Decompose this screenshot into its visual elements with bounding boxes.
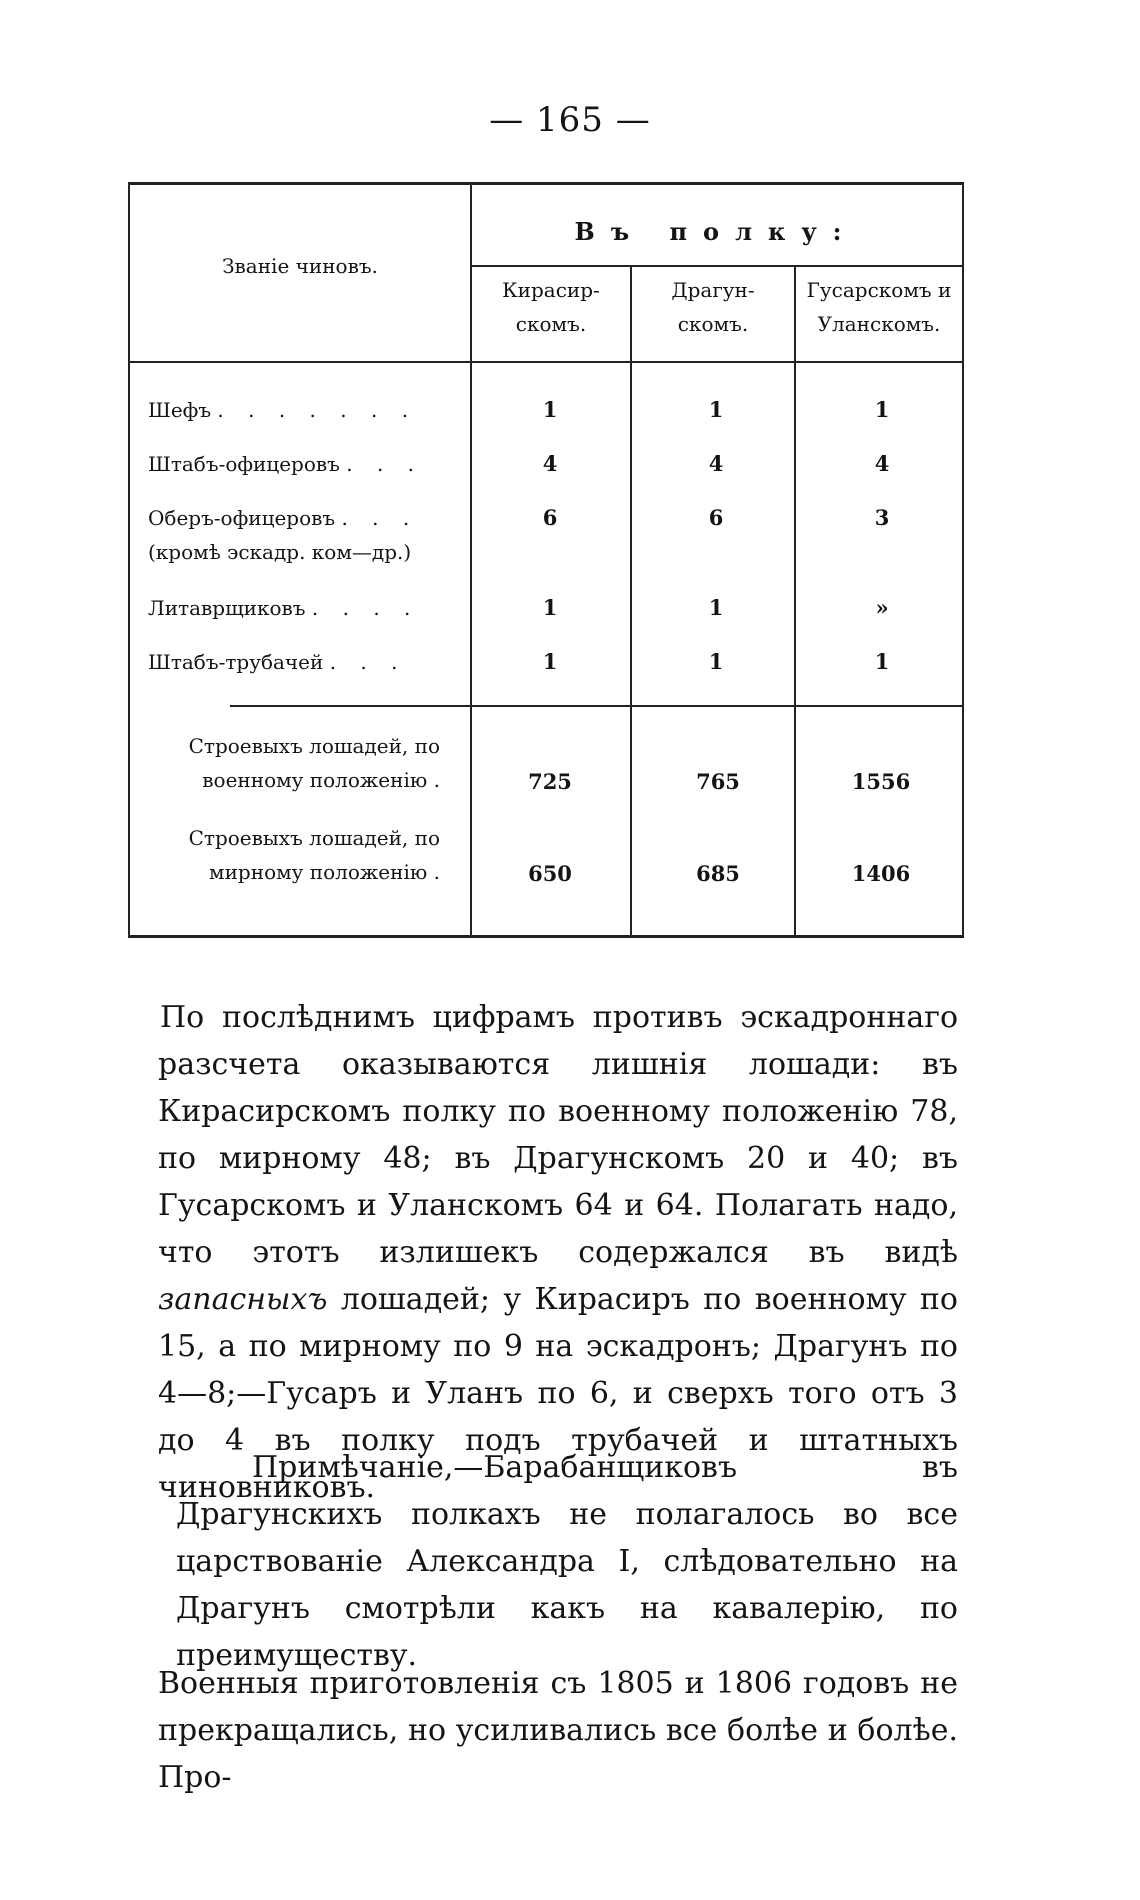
page-number: — 165 — xyxy=(489,100,651,140)
row-label-staff-officers: Штабъ-офицеровъ . . . xyxy=(148,452,424,476)
row-label-horses-war: Строевыхъ лошадей, по военному положенію . xyxy=(188,734,440,792)
row-label-staff-trumpeters: Штабъ-трубачей . . . xyxy=(148,650,407,674)
italic-term: запасныхъ xyxy=(158,1282,328,1317)
table-cell: 650 xyxy=(528,861,572,886)
regiment-group-header: Въ полку: xyxy=(574,217,858,246)
table-cell: 685 xyxy=(696,861,740,886)
table-cell: 4 xyxy=(542,451,558,476)
table-cell: 4 xyxy=(708,451,724,476)
row-label-chief: Шефъ . . . . . . . xyxy=(148,398,418,422)
table-cell: 1 xyxy=(708,397,724,422)
table-cell: 1 xyxy=(708,649,724,674)
table-cell: 1 xyxy=(542,595,558,620)
table-divider xyxy=(630,265,632,937)
rank-header: Званіе чиновъ. xyxy=(222,254,378,278)
table-cell: 1 xyxy=(542,397,558,422)
table-cell: 1 xyxy=(874,397,890,422)
column-header-dragoon: Драгун- скомъ. xyxy=(671,278,755,336)
paragraph-horses-surplus: По послѣднимъ цифрамъ противъ эскадроннаго разсчета оказываются лишнія лошади: въ Кирасирскомъ полку по военному положенію 78, по мирному 48; въ Драгунскомъ 20 и 40; въ Гусарскомъ и Уланскомъ 64 и 64. Полагать надо, что этотъ излишекъ содержался въ видѣ запасныхъ лошадей; у Кирасиръ по военному по 15, а по мирному по 9 на эскадронъ; Драгунъ по 4—8;—Гусаръ и Уланъ по 6, и сверхъ того отъ 3 до 4 въ полку подъ трубачей и штатныхъ чиновниковъ. xyxy=(158,1000,958,1505)
table-cell: 1 xyxy=(874,649,890,674)
table-divider xyxy=(470,265,962,267)
table-cell: 6 xyxy=(708,505,724,530)
table-cell: 3 xyxy=(874,505,890,530)
column-header-cuirassier: Кирасир- скомъ. xyxy=(502,278,600,336)
footnote-drummers: Примѣчаніе,—Барабанщиковъ въ Драгунскихъ полкахъ не полагалось во все царствованіе Александра I, слѣдовательно на Драгунъ смотрѣли какъ на кавалерію, по преимуществу. xyxy=(176,1450,958,1673)
staff-table xyxy=(128,182,964,938)
table-cell: 1406 xyxy=(851,861,911,886)
table-cell: 4 xyxy=(874,451,890,476)
table-cell: 1 xyxy=(542,649,558,674)
table-cell: 765 xyxy=(696,769,740,794)
table-divider xyxy=(230,705,962,707)
column-header-hussar-uhlan: Гусарскомъ и Уланскомъ. xyxy=(806,278,952,336)
table-divider xyxy=(794,265,796,937)
row-label-senior-officers: Оберъ-офицеровъ . . . (кромѣ эскадр. ком—др.) xyxy=(148,506,419,564)
table-cell: 725 xyxy=(528,769,572,794)
table-cell: 1556 xyxy=(851,769,911,794)
table-cell: 1 xyxy=(708,595,724,620)
row-label-kettledrummers: Литаврщиковъ . . . . xyxy=(148,596,420,620)
table-cell: » xyxy=(875,595,889,620)
paragraph-war-preparations: Военныя приготовленія съ 1805 и 1806 годовъ не прекращались, но усиливались все болѣе и болѣе. Про- xyxy=(158,1666,958,1795)
row-label-horses-peace: Строевыхъ лошадей, по мирному положенію . xyxy=(188,826,440,884)
table-divider xyxy=(130,361,962,363)
table-cell: 6 xyxy=(542,505,558,530)
